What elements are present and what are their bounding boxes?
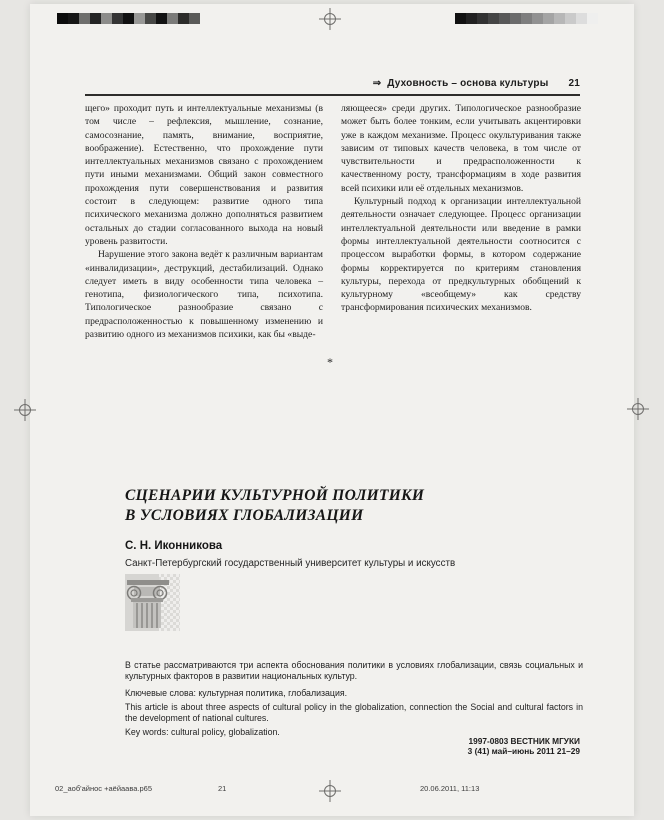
- page-number: 21: [568, 78, 580, 89]
- registration-mark-top-icon: [319, 8, 341, 30]
- calibration-square: [565, 13, 576, 24]
- calibration-square: [532, 13, 543, 24]
- calibration-square: [576, 13, 587, 24]
- article-title: [125, 486, 424, 526]
- calibration-bar-left: [57, 13, 200, 24]
- registration-mark-right-icon: [627, 398, 649, 420]
- abstract-english: This article is about three aspects of cultural policy in the globalization, connection the Social and cultural factors in the development of national cultures.: [125, 702, 583, 723]
- journal-issn-line: 1997-0803 ВЕСТНИК МГУКИ: [468, 736, 580, 746]
- body-column-left: [85, 102, 323, 341]
- author-name: С. Н. Иконникова: [125, 540, 223, 552]
- footnote-marker: *: [327, 355, 333, 369]
- calibration-square: [112, 13, 123, 24]
- calibration-square: [455, 13, 466, 24]
- calibration-square: [145, 13, 156, 24]
- arrow-icon: ⇒: [372, 78, 382, 89]
- author-affiliation: Санкт-Петербургский государственный университет культуры и искусств: [125, 558, 456, 569]
- running-header-title: Духовность – основа культуры: [387, 78, 549, 89]
- ionic-capital-image: [125, 574, 180, 631]
- footer-datetime: 20.06.2011, 11:13: [420, 784, 480, 793]
- footer-page-number: 21: [218, 784, 227, 793]
- calibration-square: [101, 13, 112, 24]
- calibration-square: [79, 13, 90, 24]
- calibration-square: [477, 13, 488, 24]
- paragraph: Нарушение этого закона ведёт к различным вариантам «инвалидизации», деструкций, дестабилизаций. Однако следует иметь в виду особенности типа человека – генотипа, физиологического типа, психотипа. Типологическое разнообразие связано с предрасположенностью к повышенному изменению и развитию одного из механизмов психики, как бы «выде-: [85, 249, 323, 341]
- calibration-square: [466, 13, 477, 24]
- calibration-square: [90, 13, 101, 24]
- keywords-russian: Ключевые слова: культурная политика, глобализация.: [125, 688, 348, 698]
- running-header: [85, 78, 580, 89]
- calibration-square: [57, 13, 68, 24]
- calibration-square: [68, 13, 79, 24]
- keywords-english: Key words: cultural policy, globalization.: [125, 727, 280, 737]
- calibration-square: [543, 13, 554, 24]
- calibration-square: [134, 13, 145, 24]
- footer-filename: 02_аоб'айнос +аёйаава.p65: [55, 784, 153, 793]
- paragraph: ляющееся» среди других. Типологическое разнообразие может быть более тонким, если учитывать акцентировки уже в каждом механизме. Процесс окультуривания также зависим от типовых качеств человека, в том числе от чувствительности и предрасположенности к качественному росту, трансформациям в ходе развития всей психики или её отдельных механизмов.: [341, 103, 581, 194]
- calibration-square: [189, 13, 200, 24]
- article-title-line1: СЦЕНАРИИ КУЛЬТУРНОЙ ПОЛИТИКИ: [125, 487, 425, 504]
- registration-mark-left-icon: [14, 399, 36, 421]
- calibration-square: [123, 13, 134, 24]
- paragraph: щего» проходит путь и интеллектуальные механизмы (в том числе – рефлексия, мышление, сознание, самосознание, память, внимание, восприятие, воображение). Естественно, что прохождение пути интеллектуальных механизмов связано с прохождением пути иными механизмами. Общий закон совместного прохождения пути совершенствования и развития состоит в следующем: развитие одного типа психического механизма должно дополняться развитием остальных до стадии согласованного выхода на новый уровень развитости.: [85, 103, 323, 247]
- calibration-square: [499, 13, 510, 24]
- abstract-russian: В статье рассматриваются три аспекта обоснования политики в условиях глобализации, связь социальных и культурных факторов в развитии национальных культур.: [125, 660, 583, 681]
- calibration-square: [587, 13, 598, 24]
- article-title-line2: В УСЛОВИЯХ ГЛОБАЛИЗАЦИИ: [125, 507, 364, 524]
- calibration-square: [488, 13, 499, 24]
- header-rule: [85, 94, 580, 96]
- paragraph: Культурный подход к организации интеллектуальной деятельности означает следующее. Процесс организации интеллектуальной деятельности или введение в рамки формы интеллектуальной деятельности соотносится с процессом выработки формы, в котором содержание формы корректируется по критериям становления культуры, перехода от предкультурных обобщений к культурному «всеобщему» как средству трансформирования психических механизмов.: [341, 196, 581, 314]
- calibration-square: [156, 13, 167, 24]
- body-column-right: [341, 102, 581, 315]
- registration-mark-bottom-icon: [319, 780, 341, 802]
- calibration-bar-right: [455, 13, 598, 24]
- calibration-square: [521, 13, 532, 24]
- calibration-square: [510, 13, 521, 24]
- calibration-square: [178, 13, 189, 24]
- journal-issue-line: 3 (41) май–июнь 2011 21–29: [467, 746, 580, 757]
- journal-citation: [468, 736, 580, 757]
- calibration-square: [167, 13, 178, 24]
- calibration-square: [554, 13, 565, 24]
